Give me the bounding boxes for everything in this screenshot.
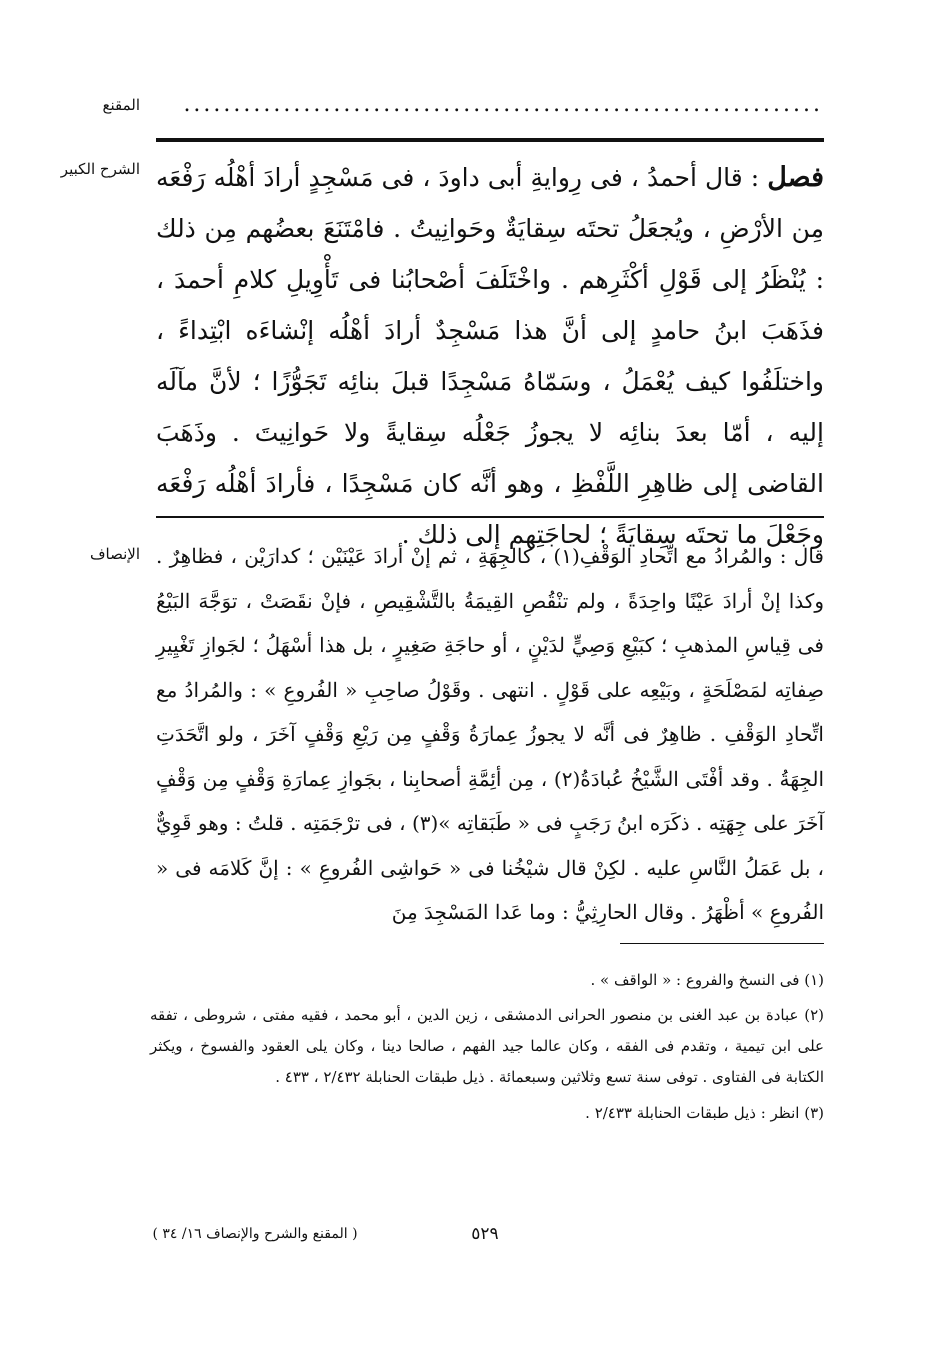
sharh-paragraph	[156, 152, 824, 560]
sharh-body-text: : قال أحمدُ ، فى رِوايةِ أبى داودَ ، فى مَسْجِدٍ أرادَ أهْلُه رَفْعَه مِن الأرْضِ ، ويُجعَلُ تحتَه سِقايَةٌ وحَوانِيتُ . فامْتَنَعَ بعضُهم مِن ذلك : يُنْظَرُ إلى قَوْلِ أكْثَرِهم . واخْتَلَفَ أصْحابُنا فى تَأْوِيلِ كلامِ أحمدَ ، فذَهَبَ ابنُ حامدٍ إلى أنَّ هذا مَسْجِدٌ أرادَ أهْلُه إنْشاءَه ابْتِداءً ، واختلَفُوا كيف يُعْمَلُ ، وسَمّاهُ مَسْجِدًا قبلَ بنائِه تَجَوُّزًا ؛ لأنَّ مآلَه إليه ، أمّا بعدَ بنائِه لا يجوزُ جَعْلُه سِقايةً ولا حَوانِيتَ . وذَهَبَ القاضى إلى ظاهِرِ اللَّفْظِ ، وهو أنَّه كان مَسْجِدًا ، فأرادَ أهْلُه رَفْعَه وجَعْلَ ما تحتَه سِقايَةً ؛ لحاجَتِهم إلى ذلك .	[156, 163, 824, 549]
insaf-paragraph: قال : والمُرادُ مع اتِّحادِ الوَقْفِ(١) ، كالجِهَةِ ، ثم إنْ أرادَ عَيْنَيْن ؛ كدارَيْن ، فظاهِرٌ . وكذا إنْ أرادَ عَيْنًا واحِدَةً ، ولم تنْقُصِ القِيمَةُ بالتَّشْقِيصِ ، فإنْ نقَصَتْ ، توَجَّهَ البَيْعُ فى قِياسِ المذهبِ ؛ كبَيْعِ وَصِيٍّ لدَيْنٍ ، أو حاجَةِ صَغِيرٍ ، بل هذا أسْهَلُ ؛ لجَوازِ تَغْيِيرِ صِفاتِه لمَصْلَحَةٍ ، وبَيْعِه على قَوْلٍ . انتهى . وقَوْلُ صاحِبِ « الفُروعِ » : والمُرادُ مع اتِّحادِ الوَقْفِ . ظاهِرٌ فى أنَّه لا يجوزُ عِمارَةُ وَقْفٍ مِن رَيْعِ وَقْفٍ آخَرَ ، ولو اتَّحَدَتِ الجِهَةُ . وقد أفْتَى الشَّيْخُ عُبادَةُ(٢) ، مِن أئِمَّةِ أصحابِنا ، بجَوازِ عِمارَةِ وَقْفٍ مِن وَقْفٍ آخَرَ على جِهَتِه . ذكَرَه ابنُ رَجَبٍ فى « طَبَقاتِه »(٣) ، فى ترْجَمَتِه . قلتُ : وهو قَوِيٌّ ، بل عَمَلُ النَّاسِ عليه . لكِنْ قال شيْخُنا فى « حَواشِى الفُروعِ » : إنَّ كَلامَه فى « الفُروعِ » أظْهَرُ . وقال الحارِثِيُّ : وما عَدا المَسْجِدَ مِنَ	[156, 544, 824, 924]
sharh-lead-word: فصل	[767, 162, 824, 193]
footnotes	[150, 964, 824, 1129]
page-number: ٥٢٩	[471, 1224, 499, 1244]
insaf-section-label: الإنصاف	[89, 545, 140, 563]
running-title: المقنع	[102, 96, 140, 114]
header-rule	[156, 138, 824, 142]
header-dot-leader: ................................................................	[183, 92, 823, 117]
footnote-3: (٣) انظر : ذيل طبقات الحنابلة ٢/٤٣٣ .	[585, 1104, 824, 1122]
sharh-section-label: الشرح الكبير	[60, 160, 140, 178]
section-separator	[156, 516, 824, 518]
source-reference: ( المقنع والشرح والإنصاف ١٦/ ٣٤ )	[152, 1226, 358, 1242]
footnote-1: (١) فى النسخ والفروع : « الواقف » .	[590, 971, 824, 989]
footnote-rule	[620, 943, 824, 944]
footnote-2: (٢) عبادة بن عبد الغنى بن منصور الحرانى الدمشقى ، زين الدين ، أبو محمد ، فقيه مفتى ، شروطى ، تفقه على ابن تيمية ، وتقدم فى الفقه ، وكان عالما جيد الفهم ، صالحا دينا ، وكان يلى العقود والفسوخ ، ويكثر الكتابة فى الفتاوى . توفى سنة تسع وثلاثين وسبعمائة . ذيل طبقات الحنابلة ٢/٤٣٢ ، ٤٣٣ .	[150, 1006, 824, 1086]
